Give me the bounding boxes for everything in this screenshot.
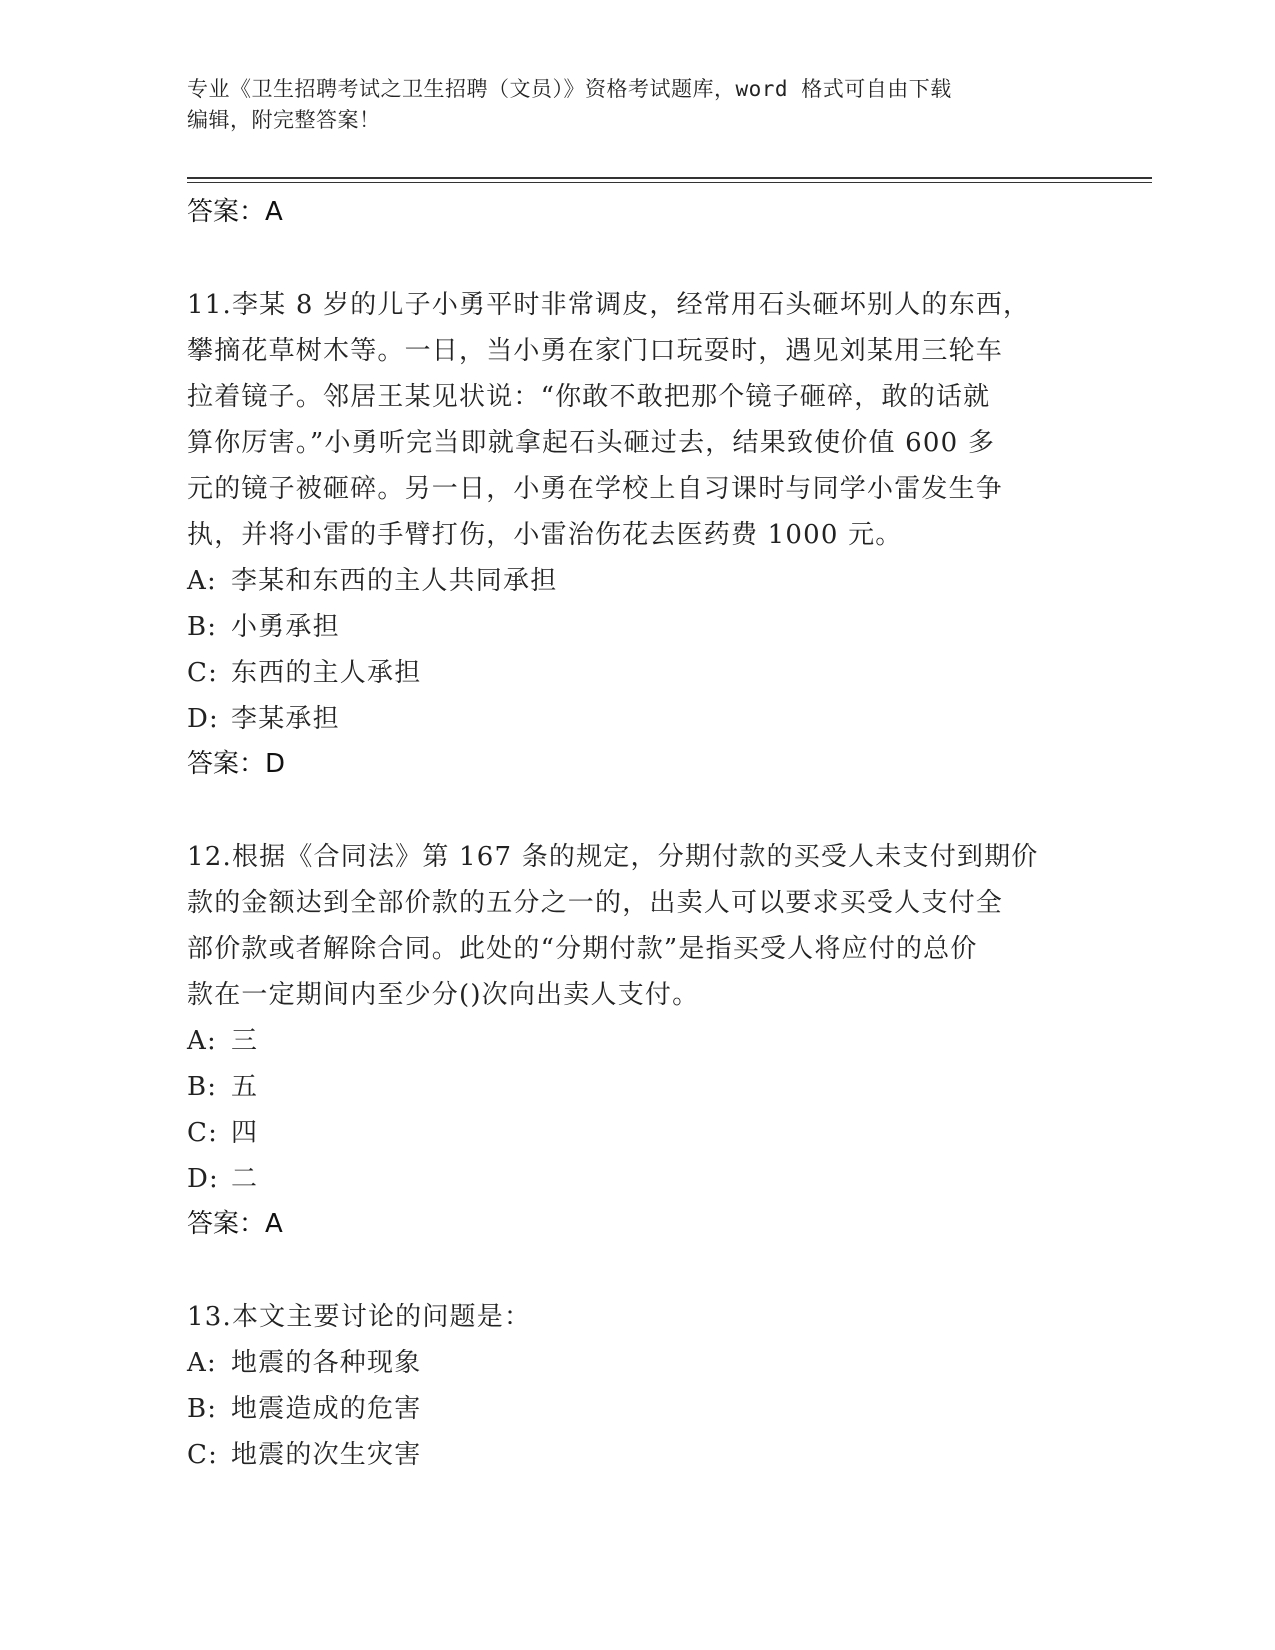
question-13 bbox=[187, 1294, 1067, 1478]
question-11-option-d bbox=[187, 696, 1067, 742]
question-12-option-d bbox=[187, 1156, 1067, 1202]
answer-value: D bbox=[265, 749, 286, 779]
option-text: 二 bbox=[231, 1164, 259, 1194]
option-text: 李某承担 bbox=[231, 704, 340, 734]
header-line-1: 专业《卫生招聘考试之卫生招聘（文员）》资格考试题库，word 格式可自由下载 bbox=[187, 77, 952, 101]
previous-answer bbox=[187, 190, 1067, 234]
option-key: D: bbox=[187, 704, 220, 734]
spacer bbox=[187, 786, 1067, 834]
option-key: C: bbox=[187, 658, 219, 688]
question-11-option-c bbox=[187, 650, 1067, 696]
header-rule-thin bbox=[187, 182, 1152, 183]
question-13-text bbox=[187, 1294, 1067, 1340]
question-line: 拉着镜子。邻居王某见状说：“你敢不敢把那个镜子砸碎，敢的话就 bbox=[187, 382, 991, 412]
option-text: 东西的主人承担 bbox=[231, 658, 422, 688]
option-key: A: bbox=[187, 566, 217, 596]
option-text: 小勇承担 bbox=[231, 612, 340, 642]
question-13-option-a bbox=[187, 1340, 1067, 1386]
option-text: 地震造成的危害 bbox=[231, 1394, 422, 1424]
option-key: B: bbox=[187, 1394, 218, 1424]
option-text: 地震的次生灾害 bbox=[231, 1440, 422, 1470]
option-text: 四 bbox=[231, 1118, 259, 1148]
question-13-option-c bbox=[187, 1432, 1067, 1478]
option-text: 地震的各种现象 bbox=[231, 1348, 422, 1378]
question-12-answer bbox=[187, 1202, 1067, 1246]
question-line: 12.根据《合同法》第 167 条的规定，分期付款的买受人未支付到期价 bbox=[187, 842, 1039, 872]
answer-label: 答案： bbox=[187, 197, 266, 227]
question-line: 攀摘花草树木等。一日，当小勇在家门口玩耍时，遇见刘某用三轮车 bbox=[187, 336, 1004, 366]
option-text: 三 bbox=[231, 1026, 259, 1056]
question-11-option-b bbox=[187, 604, 1067, 650]
question-12-option-b bbox=[187, 1064, 1067, 1110]
question-12-option-a bbox=[187, 1018, 1067, 1064]
question-line: 执，并将小雷的手臂打伤，小雷治伤花去医药费 1000 元。 bbox=[187, 520, 903, 550]
answer-label: 答案： bbox=[187, 749, 266, 779]
question-line: 算你厉害。”小勇听完当即就拿起石头砸过去，结果致使价值 600 多 bbox=[187, 428, 996, 458]
option-key: C: bbox=[187, 1440, 219, 1470]
question-12-text bbox=[187, 834, 1067, 1018]
spacer bbox=[187, 1246, 1067, 1294]
question-11-answer bbox=[187, 742, 1067, 786]
question-line: 部价款或者解除合同。此处的“分期付款”是指买受人将应付的总价 bbox=[187, 934, 978, 964]
option-key: D: bbox=[187, 1164, 220, 1194]
answer-value: A bbox=[265, 197, 283, 227]
question-12-option-c bbox=[187, 1110, 1067, 1156]
header-rule-thick bbox=[187, 177, 1152, 179]
question-12 bbox=[187, 834, 1067, 1246]
option-key: A: bbox=[187, 1348, 217, 1378]
question-line: 款的金额达到全部价款的五分之一的，出卖人可以要求买受人支付全 bbox=[187, 888, 1004, 918]
question-line: 13.本文主要讨论的问题是： bbox=[187, 1302, 532, 1332]
question-line: 元的镜子被砸碎。另一日，小勇在学校上自习课时与同学小雷发生争 bbox=[187, 474, 1004, 504]
option-key: B: bbox=[187, 612, 218, 642]
option-key: B: bbox=[187, 1072, 218, 1102]
document-body bbox=[187, 190, 1067, 1478]
question-11-option-a bbox=[187, 558, 1067, 604]
option-key: C: bbox=[187, 1118, 219, 1148]
question-11 bbox=[187, 282, 1067, 786]
option-key: A: bbox=[187, 1026, 217, 1056]
question-11-text bbox=[187, 282, 1067, 558]
answer-value: A bbox=[265, 1209, 283, 1239]
spacer bbox=[187, 234, 1067, 282]
option-text: 李某和东西的主人共同承担 bbox=[231, 566, 558, 596]
answer-label: 答案： bbox=[187, 1209, 266, 1239]
document-header bbox=[187, 74, 1087, 136]
question-line: 款在一定期间内至少分()次向出卖人支付。 bbox=[187, 980, 700, 1010]
option-text: 五 bbox=[231, 1072, 259, 1102]
header-line-2: 编辑，附完整答案！ bbox=[187, 108, 381, 132]
question-line: 11.李某 8 岁的儿子小勇平时非常调皮，经常用石头砸坏别人的东西， bbox=[187, 290, 1031, 320]
question-13-option-b bbox=[187, 1386, 1067, 1432]
